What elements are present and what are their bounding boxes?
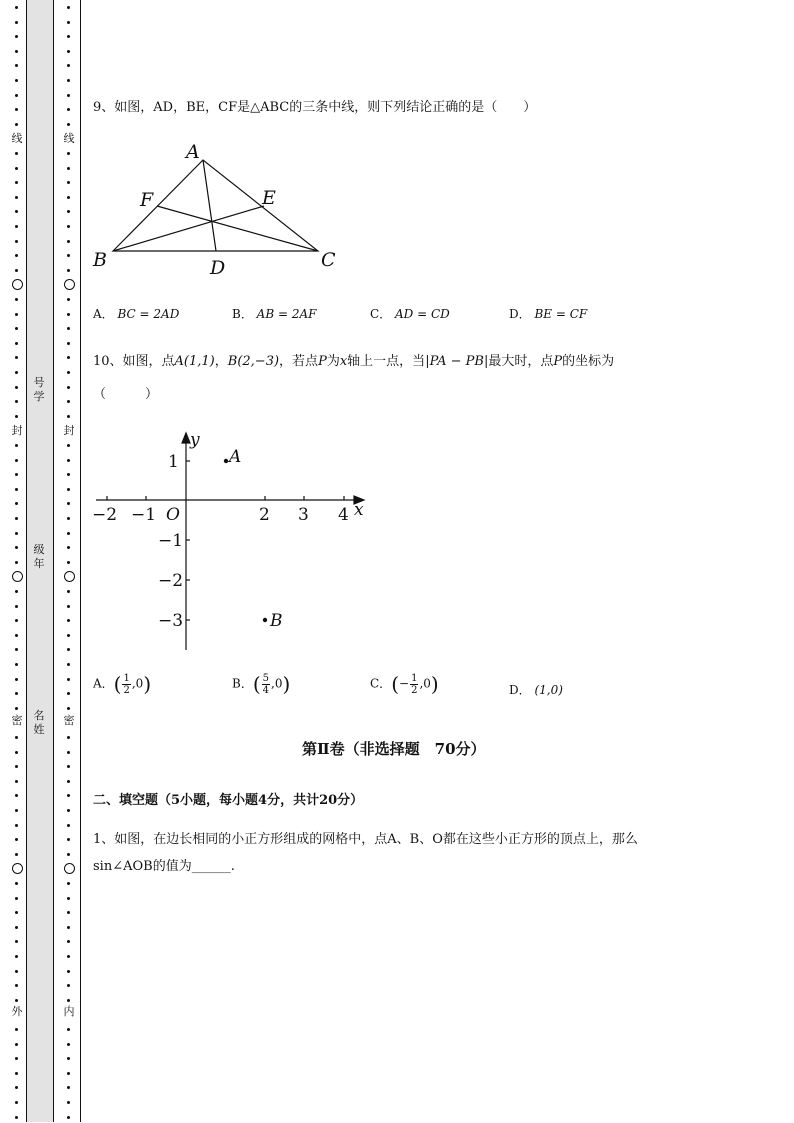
binding-dot — [67, 590, 70, 593]
binding-dot — [15, 1086, 18, 1089]
binding-dot — [67, 400, 70, 403]
x-tick-label: −2 — [92, 505, 118, 525]
q9-option-a[interactable]: A． BC = 2AD — [93, 307, 180, 321]
binding-dot — [15, 955, 18, 958]
binding-dot — [67, 415, 70, 418]
outer-label-xian: 线 — [11, 132, 23, 145]
inner-circle-mark — [64, 571, 75, 582]
binding-dot — [67, 459, 70, 462]
origin-label: O — [166, 505, 180, 525]
binding-dot — [67, 444, 70, 447]
q10-option-b[interactable]: B．( $\frac{5}{4}$ ,0) — [232, 672, 291, 696]
binding-dot — [15, 181, 18, 184]
binding-dot — [15, 240, 18, 243]
binding-dot — [15, 356, 18, 359]
binding-dot — [15, 546, 18, 549]
binding-dot — [15, 210, 18, 213]
binding-margin — [0, 0, 90, 1123]
q10-coordinate-graph — [88, 425, 378, 655]
label-f: F — [140, 189, 154, 211]
binding-dot — [15, 152, 18, 155]
binding-dot — [15, 751, 18, 754]
binding-dot — [67, 605, 70, 608]
binding-dot — [15, 94, 18, 97]
binding-dot — [67, 371, 70, 374]
binding-dot — [67, 999, 70, 1002]
binding-dot — [15, 386, 18, 389]
binding-dot — [67, 254, 70, 257]
binding-dot — [15, 853, 18, 856]
binding-dot — [67, 707, 70, 710]
binding-dot — [15, 444, 18, 447]
binding-dot — [67, 167, 70, 170]
label-a: A — [186, 141, 200, 163]
binding-dot — [67, 517, 70, 520]
x-tick-label: 4 — [338, 505, 349, 525]
binding-dot — [67, 225, 70, 228]
binding-dot — [15, 21, 18, 24]
outer-label-mi: 密 — [11, 714, 23, 727]
binding-dot — [67, 1072, 70, 1075]
binding-dot — [15, 707, 18, 710]
point-a-dot — [224, 459, 227, 462]
binding-dot — [15, 502, 18, 505]
binding-dot — [15, 634, 18, 637]
label-e: E — [262, 187, 276, 209]
binding-dot — [67, 298, 70, 301]
binding-dot — [67, 882, 70, 885]
binding-dot — [15, 911, 18, 914]
binding-dot — [15, 1057, 18, 1060]
point-b-dot — [263, 618, 266, 621]
binding-dot — [67, 1043, 70, 1046]
binding-dot — [15, 663, 18, 666]
label-b: B — [93, 249, 107, 271]
binding-dot — [15, 108, 18, 111]
point-b-label: B — [270, 611, 283, 631]
strip-label-name: 名姓 — [33, 709, 45, 736]
binding-dot — [15, 1072, 18, 1075]
binding-dot — [15, 269, 18, 272]
binding-dot — [67, 108, 70, 111]
binding-dot — [67, 240, 70, 243]
binding-dot — [15, 123, 18, 126]
binding-dot — [15, 824, 18, 827]
binding-dot — [67, 926, 70, 929]
outer-circle-mark — [12, 863, 23, 874]
binding-dot — [67, 853, 70, 856]
x-tick-label: 3 — [298, 505, 309, 525]
binding-dot — [67, 809, 70, 812]
binding-dot — [15, 794, 18, 797]
binding-dot — [67, 751, 70, 754]
binding-dot — [15, 313, 18, 316]
binding-dot — [15, 809, 18, 812]
binding-dot — [67, 64, 70, 67]
binding-dot — [67, 1101, 70, 1104]
inner-circle-mark — [64, 863, 75, 874]
label-d: D — [210, 257, 226, 279]
binding-dot — [67, 780, 70, 783]
binding-dot — [67, 79, 70, 82]
binding-dot — [67, 210, 70, 213]
inner-circle-mark — [64, 279, 75, 290]
q10-text-line2: （ ） — [93, 387, 159, 402]
binding-dot — [67, 619, 70, 622]
y-tick-label: 1 — [168, 452, 179, 472]
binding-dot — [67, 196, 70, 199]
binding-dot — [67, 897, 70, 900]
binding-dot — [15, 692, 18, 695]
binding-dot — [67, 327, 70, 330]
binding-dot — [67, 970, 70, 973]
binding-dot — [67, 678, 70, 681]
binding-dot — [15, 838, 18, 841]
inner-label-mi: 密 — [63, 714, 75, 727]
binding-dot — [15, 196, 18, 199]
binding-dot — [15, 6, 18, 9]
outer-label-wai: 外 — [11, 1005, 23, 1018]
q9-option-d[interactable]: D． BE = CF — [509, 307, 588, 321]
q10-text-line1: 10、如图，点A(1,1)，B(2,−3)，若点P为x轴上一点，当|PA − PB|最大时，点P的坐标为 — [93, 354, 615, 369]
binding-dot — [15, 1043, 18, 1046]
binding-dot — [67, 955, 70, 958]
binding-dot — [67, 473, 70, 476]
binding-dot — [15, 79, 18, 82]
q10-option-c[interactable]: C．(− $\frac{1}{2}$ ,0) — [370, 672, 439, 696]
q9-option-c[interactable]: C． AD = CD — [370, 307, 450, 321]
binding-dot — [15, 926, 18, 929]
binding-dot — [67, 386, 70, 389]
binding-dot — [15, 765, 18, 768]
binding-dot — [15, 678, 18, 681]
binding-dot — [67, 488, 70, 491]
binding-dot — [15, 371, 18, 374]
binding-dot — [15, 50, 18, 53]
binding-dot — [67, 50, 70, 53]
binding-dot — [67, 181, 70, 184]
strip-label-student-number: 号学 — [33, 376, 45, 403]
point-a-label: A — [229, 447, 242, 467]
binding-dot — [67, 532, 70, 535]
q9-option-b[interactable]: B． AB = 2AF — [232, 307, 317, 321]
binding-dot — [67, 1086, 70, 1089]
binding-dot — [67, 692, 70, 695]
median-cf — [157, 206, 318, 251]
binding-dot — [67, 94, 70, 97]
label-c: C — [321, 249, 336, 271]
binding-dot — [67, 123, 70, 126]
inner-label-feng: 封 — [63, 424, 75, 437]
binding-dot — [15, 459, 18, 462]
binding-dot — [67, 911, 70, 914]
binding-dot — [15, 561, 18, 564]
binding-dot — [15, 342, 18, 345]
x-tick-label: 2 — [259, 505, 270, 525]
binding-dot — [15, 64, 18, 67]
binding-dot — [67, 663, 70, 666]
median-ad — [203, 160, 216, 251]
binding-dot — [67, 940, 70, 943]
outer-circle-mark — [12, 571, 23, 582]
binding-dot — [67, 794, 70, 797]
binding-dot — [15, 254, 18, 257]
binding-dot — [15, 327, 18, 330]
binding-dot — [67, 1116, 70, 1119]
binding-dot — [67, 6, 70, 9]
outer-label-feng: 封 — [11, 424, 23, 437]
q9-text: 9、如图，AD，BE，CF是△ABC的三条中线，则下列结论正确的是（ ） — [93, 100, 537, 115]
binding-dot — [15, 488, 18, 491]
binding-dot — [67, 1028, 70, 1031]
binding-dot — [15, 590, 18, 593]
binding-dot — [67, 984, 70, 987]
binding-dot — [15, 167, 18, 170]
binding-dot — [15, 1101, 18, 1104]
inner-label-xian: 线 — [63, 132, 75, 145]
y-tick-label: −2 — [158, 571, 184, 591]
binding-dot — [15, 298, 18, 301]
binding-dot — [15, 648, 18, 651]
binding-dot — [67, 736, 70, 739]
binding-dot — [15, 780, 18, 783]
binding-dot — [15, 415, 18, 418]
part2-title: 第Ⅱ卷（非选择题 70分） — [302, 740, 486, 758]
binding-dot — [67, 838, 70, 841]
binding-dot — [15, 517, 18, 520]
x-axis-label: x — [354, 500, 364, 520]
q10-option-a[interactable]: A．( $\frac{1}{2}$ ,0) — [93, 672, 152, 696]
binding-dot — [67, 152, 70, 155]
binding-dot — [67, 648, 70, 651]
binding-right-line — [80, 0, 81, 1122]
binding-dot — [67, 1057, 70, 1060]
binding-dot — [67, 35, 70, 38]
binding-dot — [67, 561, 70, 564]
x-tick-label: −1 — [131, 505, 157, 525]
fill1-text-line1: 1、如图，在边长相同的小正方形组成的网格中，点A、B、O都在这些小正方形的顶点上，那么 — [93, 832, 638, 847]
fill1-text-line2: sin∠AOB的值为______. — [93, 859, 235, 874]
y-tick-label: −1 — [158, 531, 184, 551]
binding-dot — [15, 619, 18, 622]
outer-dot-column — [10, 0, 24, 1123]
binding-dot — [67, 342, 70, 345]
binding-dot — [15, 225, 18, 228]
binding-dot — [15, 736, 18, 739]
binding-dot — [67, 824, 70, 827]
binding-dot — [67, 765, 70, 768]
binding-dot — [15, 970, 18, 973]
binding-dot — [15, 400, 18, 403]
inner-label-nei: 内 — [63, 1005, 75, 1018]
binding-dot — [15, 984, 18, 987]
binding-dot — [15, 473, 18, 476]
strip-label-grade: 级年 — [33, 543, 45, 570]
binding-dot — [67, 546, 70, 549]
outer-circle-mark — [12, 279, 23, 290]
y-tick-label: −3 — [158, 611, 184, 631]
q10-option-d[interactable]: D． (1,0) — [509, 683, 563, 697]
binding-dot — [15, 999, 18, 1002]
binding-dot — [15, 1116, 18, 1119]
binding-dot — [15, 35, 18, 38]
binding-dot — [15, 532, 18, 535]
binding-dot — [15, 882, 18, 885]
binding-dot — [15, 940, 18, 943]
binding-dot — [15, 897, 18, 900]
inner-dot-column — [62, 0, 76, 1123]
binding-dot — [67, 356, 70, 359]
section2-title: 二、填空题（5小题，每小题4分，共计20分） — [93, 793, 364, 808]
q9-triangle-figure — [88, 138, 348, 280]
binding-dot — [67, 21, 70, 24]
binding-dot — [67, 634, 70, 637]
binding-dot — [67, 313, 70, 316]
binding-dot — [67, 502, 70, 505]
binding-dot — [67, 269, 70, 272]
binding-dot — [15, 1028, 18, 1031]
y-axis-arrow — [182, 433, 190, 443]
y-axis-label: y — [190, 430, 200, 450]
binding-dot — [15, 605, 18, 608]
